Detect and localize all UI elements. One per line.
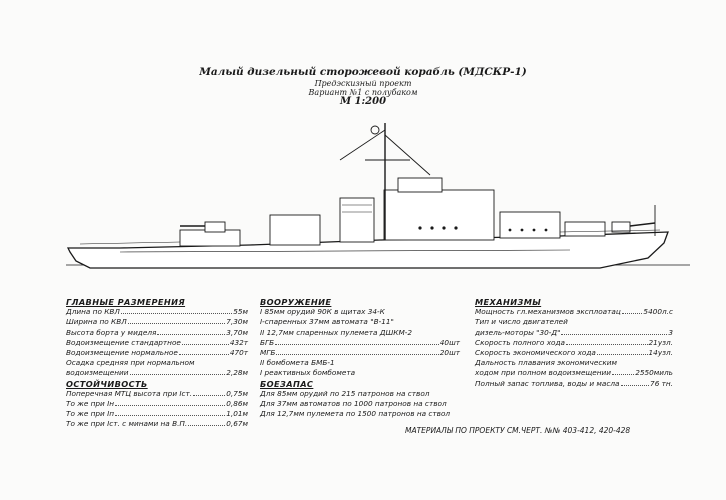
spec-row: Полный запас топлива, воды и масла 76 тн.	[475, 378, 673, 388]
mid-deckhouse	[270, 215, 320, 245]
range-line: Дальность плавания экономическим	[475, 358, 617, 368]
ammo-line: Для 37мм автоматов по 1000 патронов на ствол	[260, 399, 447, 409]
armament-line: II 12,7мм спаренных пулемета ДШКМ-2	[260, 327, 413, 337]
armament-line: I реактивных бомбомета	[260, 368, 356, 378]
spec-row: Скорость экономического хода 14узл.	[475, 348, 673, 358]
spec-row: водоизмещении 2,28м	[66, 368, 248, 378]
ammo-line: Для 12,7мм пулемета по 1500 патронов на ствол	[260, 409, 451, 419]
armament-line: II бомбомета БМБ-1	[260, 358, 335, 368]
section-title-machinery: МЕХАНИЗМЫ	[475, 297, 542, 307]
spec-row: МГБ 20шт	[260, 348, 460, 358]
drawing-variant: Вариант №1 с полубаком	[308, 88, 418, 97]
funnel	[340, 198, 374, 242]
reference-note: МАТЕРИАЛЫ ПО ПРОЕКТУ СМ.ЧЕРТ. №№ 403-412, 420-428	[405, 426, 631, 435]
section-title-stability: ОСТОЙЧИВОСТЬ	[66, 378, 148, 389]
spec-row: БГБ 40шт	[260, 337, 460, 347]
armament-block	[260, 297, 460, 419]
spec-row: дизель-моторы "30-Д" 3	[475, 327, 673, 337]
armament-line: I 85мм орудий 90К в щитах 34-К	[260, 307, 385, 317]
spec-row: Скорость полного хода 21узл.	[475, 337, 673, 347]
main-dimensions-block	[66, 297, 248, 430]
section-title-ammo: БОЕЗАПАС	[260, 378, 314, 389]
engine-type-line: Тип и число двигателей	[475, 317, 568, 327]
spec-row: То же при Iст. с минами на В.П. 0,67м	[66, 419, 248, 429]
ammo-line: Для 85мм орудий по 215 патронов на ствол	[260, 388, 430, 398]
spec-row: Ширина по КВЛ 7,30м	[66, 317, 248, 327]
draft-label-line: Осадка средняя при нормальном	[66, 358, 195, 368]
spec-row: Мощность гл.механизмов эксплоатац 5400л.с	[475, 307, 673, 317]
spec-row: То же при Iп 1,01м	[66, 409, 248, 419]
section-title-main-dims: ГЛАВНЫЕ РАЗМЕРЕНИЯ	[66, 297, 186, 307]
spec-row: Длина по КВЛ 55м	[66, 307, 248, 317]
spec-row: Водоизмещение нормальное 470т	[66, 348, 248, 358]
bridge	[398, 178, 442, 192]
spec-row: Водоизмещение стандартное 432т	[66, 337, 248, 347]
drawing-scale: М 1:200	[339, 96, 387, 107]
spec-row: Высота борта у миделя 3,70м	[66, 327, 248, 337]
spec-row: То же при Iн 0,86м	[66, 399, 248, 409]
drawing-subtitle: Предэскизный проект	[314, 79, 412, 88]
section-title-armament: ВООРУЖЕНИЕ	[260, 297, 332, 307]
aft-gun	[205, 222, 225, 232]
machinery-block	[475, 297, 673, 389]
spec-row: Поперечная МТЦ высота при Iст. 0,75м	[66, 388, 248, 398]
superstructure	[384, 190, 494, 240]
armament-line: I-спаренных 37мм автомата "В-11"	[260, 317, 394, 327]
spec-row: ходом при полном водоизмещении 2550миль	[475, 368, 673, 378]
drawing-title: Малый дизельный сторожевой корабль (МДСКР-1)	[199, 66, 527, 78]
